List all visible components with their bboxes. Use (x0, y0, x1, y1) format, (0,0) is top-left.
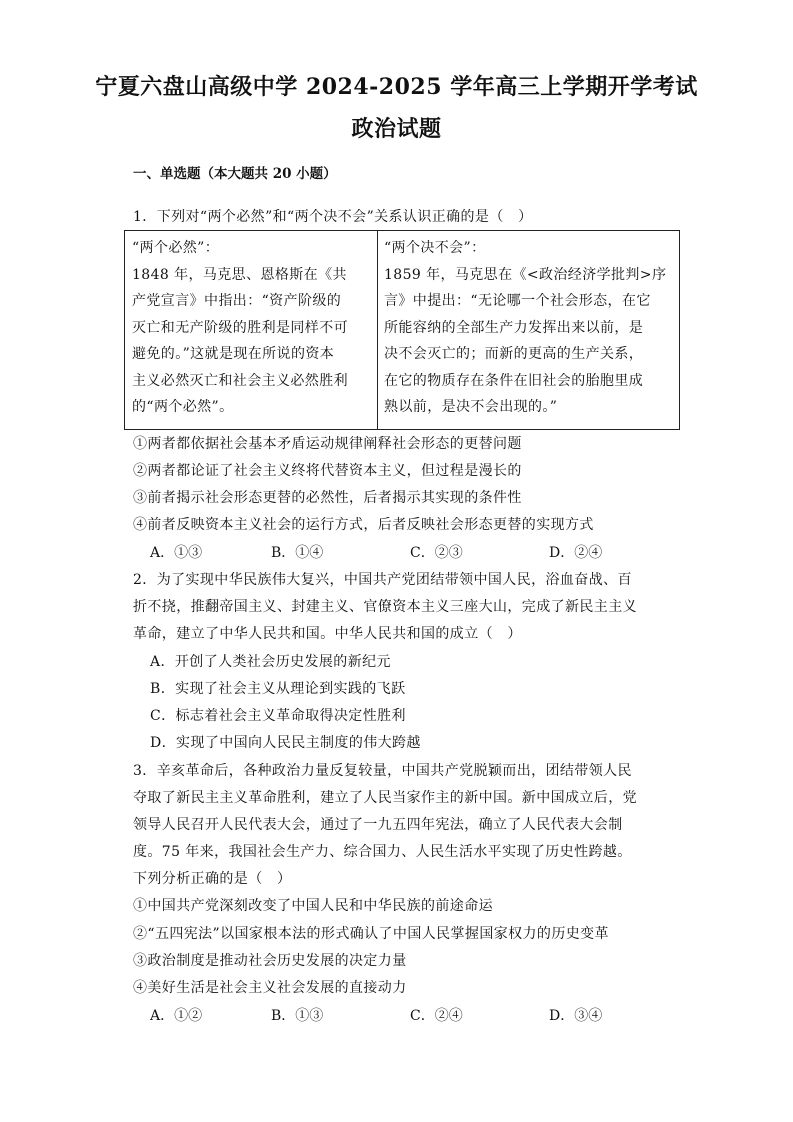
table-cell-line: 主义必然灭亡和社会主义必然胜利 (132, 372, 348, 389)
q3-option-a[interactable]: A．①② (150, 1008, 203, 1024)
q1-stem: 1．下列对“两个必然”和“两个决不会”关系认识正确的是（ ） (133, 209, 533, 225)
q1-statement-1: ①两者都依据社会基本矛盾运动规律阐释社会形态的更替问题 (133, 436, 522, 452)
q3-stem-line-5: 下列分析正确的是（ ） (133, 871, 292, 887)
q3-option-b[interactable]: B．①③ (271, 1008, 324, 1024)
table-cell-line: 的“两个必然”。 (132, 399, 234, 415)
exam-title: 宁夏六盘山高级中学 2024-2025 学年高三上学期开学考试 (95, 74, 698, 100)
q1-option-a[interactable]: A．①③ (150, 545, 203, 561)
table-cell-two-inevitables (132, 235, 374, 421)
table-cell-line: 熟以前，是决不会出现的。” (384, 399, 558, 415)
table-divider (377, 231, 378, 429)
table-cell-line: 在它的物质存在条件在旧社会的胎胞里成 (384, 372, 644, 389)
table-cell-line: “两个必然”： (132, 240, 220, 256)
q1-statement-3: ③前者揭示社会形态更替的必然性，后者揭示其实现的条件性 (133, 490, 522, 506)
q2-stem-line-1: 2．为了实现中华民族伟大复兴，中国共产党团结带领中国人民，浴血奋战、百 (133, 572, 632, 588)
q3-stem-line-3: 领导人民召开人民代表大会，通过了一九五四年宪法，确立了人民代表大会制 (133, 817, 623, 833)
section-heading: 一、单选题（本大题共 20 小题） (133, 166, 337, 182)
table-cell-line: 1859 年，马克思在《<政治经济学批判>序 (384, 266, 667, 283)
exam-subtitle: 政治试题 (351, 116, 442, 142)
table-cell-line: 产党宣言》中指出：“资产阶级的 (132, 293, 342, 309)
q2-stem-line-3: 革命，建立了中华人民共和国。中华人民共和国的成立（ ） (133, 626, 522, 642)
q2-stem-line-2: 折不挠，推翻帝国主义、封建主义、官僚资本主义三座大山，完成了新民主主义 (133, 599, 637, 615)
table-cell-line: 决不会灭亡的；而新的更高的生产关系， (384, 346, 644, 362)
q1-statement-4: ④前者反映资本主义社会的运行方式，后者反映社会形态更替的实现方式 (133, 517, 594, 533)
table-cell-line: 言》中提出：“无论哪一个社会形态，在它 (384, 293, 651, 309)
q3-statement-4: ④美好生活是社会主义社会发展的直接动力 (133, 980, 407, 996)
q3-stem-line-2: 夺取了新民主主义革命胜利，建立了人民当家作主的新中国。新中国成立后，党 (133, 790, 637, 806)
q1-statement-2: ②两者都论证了社会主义终将代替资本主义，但过程是漫长的 (133, 463, 522, 479)
table-cell-line: 灭亡和无产阶级的胜利是同样不可 (132, 319, 348, 336)
q3-stem-line-1: 3．辛亥革命后，各种政治力量反复较量，中国共产党脱颖而出，团结带领人民 (133, 763, 632, 779)
q3-statement-2: ②“五四宪法”以国家根本法的形式确认了中国人民掌握国家权力的历史变革 (133, 926, 609, 942)
q3-statement-3: ③政治制度是推动社会历史发展的决定力量 (133, 953, 407, 969)
q2-option-c[interactable]: C．标志着社会主义革命取得决定性胜利 (150, 708, 406, 724)
q1-option-b[interactable]: B．①④ (271, 545, 324, 561)
q3-stem-line-4: 度。75 年来，我国社会生产力、综合国力、人民生活水平实现了历史性跨越。 (133, 844, 632, 860)
q3-statement-1: ①中国共产党深刻改变了中国人民和中华民族的前途命运 (133, 898, 493, 914)
q3-option-d[interactable]: D．③④ (549, 1008, 603, 1024)
table-cell-line: “两个决不会”： (384, 240, 486, 256)
q1-material-table (124, 230, 680, 430)
q1-option-d[interactable]: D．②④ (549, 545, 603, 561)
q2-option-b[interactable]: B．实现了社会主义从理论到实践的飞跃 (150, 681, 406, 697)
q1-option-c[interactable]: C．②③ (410, 545, 463, 561)
q3-option-c[interactable]: C．②④ (410, 1008, 463, 1024)
table-cell-two-nevers (384, 235, 674, 421)
q2-option-a[interactable]: A．开创了人类社会历史发展的新纪元 (150, 654, 391, 670)
q2-option-d[interactable]: D．实现了中国向人民民主制度的伟大跨越 (150, 735, 421, 751)
table-cell-line: 所能容纳的全部生产力发挥出来以前，是 (384, 319, 644, 336)
table-cell-line: 1848 年，马克思、恩格斯在《共 (132, 266, 347, 283)
table-cell-line: 避免的。”这就是现在所说的资本 (132, 346, 335, 362)
